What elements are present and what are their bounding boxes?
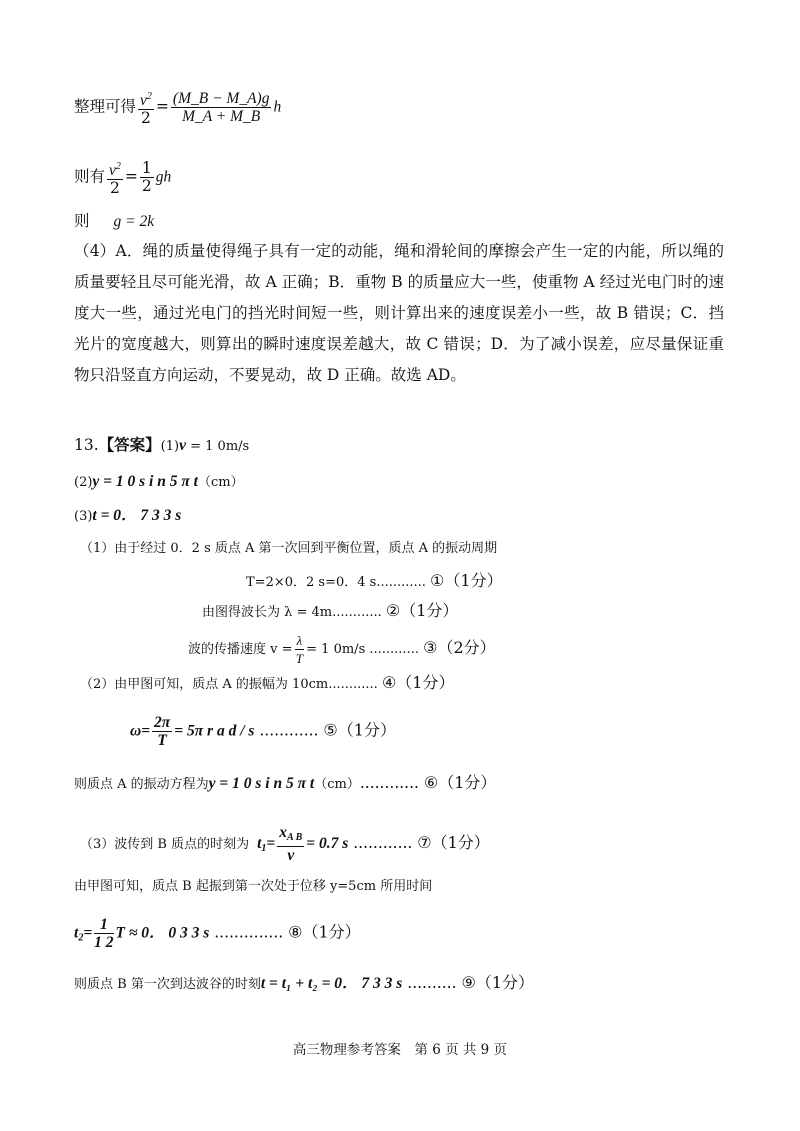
- expr: y = 1 0 s i n 5 π t: [208, 775, 315, 792]
- label: 波的传播速度 v =: [188, 642, 293, 657]
- solution-1-speed: 波的传播速度 v = $\frac{\lambda}{T}$ = 1 0m/s ............ ③（2分）: [188, 633, 496, 666]
- lhs: ω=: [130, 722, 151, 740]
- num: 1: [94, 916, 113, 934]
- rhs: = 0.7 s: [306, 835, 349, 852]
- equation: 由图得波长为 λ = 4m: [202, 605, 333, 620]
- solution-3-b-intro: 由甲图可知，质点 B 起振到第一次处于位移 y=5cm 所用时间: [74, 879, 433, 894]
- var: v: [179, 437, 186, 454]
- solution-1-intro: （1）由于经过 0．2 s 质点 A 第一次回到平衡位置，质点 A 的振动周期: [80, 541, 498, 556]
- score-mark: ③（2分）: [423, 638, 496, 657]
- tail: gh: [155, 168, 172, 186]
- fraction-v2-over-2: [107, 158, 123, 197]
- label: 则质点 B 第一次到达波谷的时刻: [74, 977, 261, 992]
- num-sub: A B: [287, 832, 303, 843]
- sup: 2: [115, 161, 121, 172]
- score-mark: ⑦（1分）: [417, 833, 490, 852]
- tail: = 1 0m/s: [306, 642, 366, 657]
- solution-3-t2: $t_2=$ $\frac{1}{1 2}$ T ≈ 0． 0 3 3 s .............. ⑧（1分）: [74, 916, 361, 951]
- derivation-line-2: 则有 $\frac{v^2}{2}$ = $\frac{1}{2}$ gh: [74, 159, 172, 197]
- answer-tag: 【答案】: [98, 435, 161, 454]
- num: x: [279, 824, 287, 841]
- label: (1): [160, 439, 180, 454]
- derivation-line-1: 整理可得 $\frac{v^2}{2}$ = $\frac{(M\_B - M\_A)g}{M\_A + M\_B}$ h: [74, 90, 282, 127]
- t: t: [257, 835, 262, 852]
- t: t: [74, 924, 79, 942]
- rhs: T ≈ 0． 0 3 3 s: [115, 924, 210, 942]
- num: (M_B − M_A)g: [172, 90, 270, 107]
- expr: t = t₁ + t₂ = 0． 7 3 3 s: [260, 975, 403, 992]
- expr: y = 1 0 s i n 5 π t: [92, 473, 198, 490]
- equation: T=2×0．2 s=0．4 s: [246, 575, 377, 590]
- num: 1: [141, 159, 152, 177]
- score-mark: ⑧（1分）: [288, 922, 361, 942]
- v: v: [140, 92, 147, 109]
- solution-1-period: T=2×0．2 s=0．4 s............ ①（1分）: [246, 571, 503, 590]
- page-footer: 高三物理参考答案 第 6 页 共 9 页: [292, 1042, 508, 1058]
- sup: 2: [146, 91, 152, 102]
- sub: 2: [78, 932, 84, 944]
- label: (2): [74, 475, 93, 490]
- den: 2: [141, 109, 151, 127]
- num: 2π: [154, 714, 171, 731]
- score-mark: ①（1分）: [430, 571, 503, 590]
- q13-answer-1: [74, 434, 249, 458]
- solution-2-equation: 则质点 A 的振动方程为y = 1 0 s i n 5 π t（cm）............ ⑥（1分）: [74, 773, 497, 792]
- label: 则有: [74, 167, 106, 186]
- label: 则: [74, 212, 90, 230]
- value: = 1 0m/s: [185, 439, 250, 454]
- solution-3-final: 则质点 B 第一次到达波谷的时刻t = t₁ + t₂ = 0． 7 3 3 s .......... ⑨（1分）: [74, 973, 534, 992]
- fraction-lambda-over-T: [295, 632, 305, 667]
- solution-2-omega: ω= $\frac{2\pi}{T}$ = 5π r a d / s ............ ⑤（1分）: [130, 714, 396, 749]
- num: λ: [296, 633, 303, 648]
- part4-paragraph: （4）A．绳的质量使得绳子具有一定的动能，绳和滑轮间的摩擦会产生一定的内能，所以绳的质量要轻且尽可能光滑，故 A 正确；B．重物 B 的质量应大一些，使重物 A 经过光电门时的速度大一些，通过光电门的挡光时间短一些，则计算出来的速度误差小一些，故 B 错误；C．挡光片的宽度越大，则算出的瞬时速度误差越大，故 C 错误；D．为了减小误差，应尽量保证重物只沿竖直方向运动，不要晃动，故 D 正确。故选 AD。: [74, 242, 724, 384]
- fraction-half: [140, 160, 154, 195]
- label: （3）波传到 B 质点的时刻为: [80, 837, 250, 852]
- label: 则质点 A 的振动方程为: [74, 777, 209, 792]
- q13-answer-2: [74, 470, 244, 494]
- rhs: = 5π r a d / s: [174, 722, 255, 740]
- v: v: [109, 162, 116, 179]
- label: 整理可得: [74, 97, 137, 116]
- fraction-1-over-12: [94, 916, 113, 951]
- den: 1 2: [94, 934, 114, 951]
- fraction-mass: [171, 90, 272, 125]
- solution-2-amplitude: （2）由甲图可知，质点 A 的振幅为 10cm............ ④（1分）: [80, 673, 455, 692]
- question-number: 13.: [74, 436, 99, 454]
- score-mark: ⑤（1分）: [323, 720, 396, 740]
- fraction-2pi-over-T: [152, 714, 172, 749]
- score-mark: ⑨（1分）: [461, 973, 534, 992]
- unit: （cm）: [198, 475, 244, 490]
- den: T: [295, 651, 303, 666]
- q13-answer-3: [74, 504, 181, 528]
- solution-1-wavelength: 由图得波长为 λ = 4m............ ②（1分）: [202, 601, 459, 620]
- derivation-line-3: [74, 210, 154, 233]
- den: v: [287, 847, 295, 864]
- expr: g = 2k: [113, 213, 155, 230]
- score-mark: ④（1分）: [381, 673, 455, 692]
- label: (3): [74, 509, 93, 524]
- den: M_A + M_B: [182, 108, 261, 125]
- den: T: [157, 732, 167, 749]
- fraction-v2-over-2: [138, 88, 154, 127]
- sub: 1: [261, 843, 267, 854]
- unit: （cm）: [314, 777, 360, 792]
- solution-3-t1: （3）波传到 B 质点的时刻为 $t_1=$ $\frac{x_{A B}}{v}$ = 0.7 s ............ ⑦（1分）: [80, 824, 490, 864]
- tail: h: [273, 98, 282, 116]
- score-mark: ②（1分）: [385, 601, 459, 620]
- expr: t = 0． 7 3 3 s: [92, 507, 182, 524]
- fraction-xab-over-v: [277, 824, 304, 864]
- score-mark: ⑥（1分）: [423, 773, 497, 792]
- den: 2: [110, 179, 120, 197]
- den: 2: [141, 177, 152, 195]
- text: （2）由甲图可知，质点 A 的振幅为 10cm: [80, 677, 329, 692]
